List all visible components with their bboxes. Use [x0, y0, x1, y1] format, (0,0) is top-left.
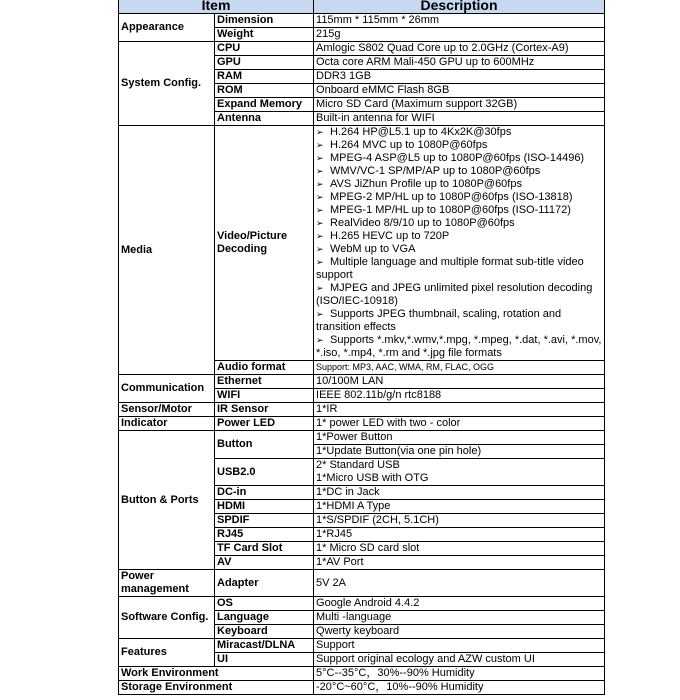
table-row: [119, 681, 605, 695]
category-communication: Communication: [119, 375, 215, 403]
label-spdif: SPDIF: [215, 514, 314, 528]
label-ir-sensor: IR Sensor: [215, 403, 314, 417]
value-hdmi: 1*HDMI A Type: [314, 500, 605, 514]
media-format-item: [316, 152, 602, 165]
value-keyboard: Qwerty keyboard: [314, 625, 605, 639]
table-row: [119, 667, 605, 681]
value-os: Google Android 4.4.2: [314, 597, 605, 611]
media-format-item: [316, 191, 602, 204]
category-power-line2: management: [121, 583, 189, 595]
category-button-ports: Button & Ports: [119, 431, 215, 570]
value-button-line1: 1*Power Button: [316, 431, 393, 443]
value-wifi: IEEE 802.11b/g/n rtc8188: [314, 389, 605, 403]
table-row: [119, 639, 605, 653]
label-dc-in: DC-in: [215, 486, 314, 500]
value-audio-format: Support: MP3, AAC, WMA, RM, FLAC, OGG: [314, 361, 605, 375]
value-cpu: Amlogic S802 Quad Core up to 2.0GHz (Cortex-A9): [314, 42, 605, 56]
label-os: OS: [215, 597, 314, 611]
category-media: Media: [119, 126, 215, 375]
label-tf-card-slot: TF Card Slot: [215, 542, 314, 556]
category-power-management: [119, 570, 215, 597]
media-format-text: RealVideo 8/9/10 up to 1080P@60fps: [330, 217, 515, 229]
value-button-line2: 1*Update Button(via one pin hole): [314, 444, 604, 458]
value-ir-sensor: 1*IR: [314, 403, 605, 417]
value-tf-card-slot: 1* Micro SD card slot: [314, 542, 605, 556]
label-rj45: RJ45: [215, 528, 314, 542]
media-format-item: [316, 139, 602, 152]
value-antenna: Built-in antenna for WIFI: [314, 112, 605, 126]
value-rom: Onboard eMMC Flash 8GB: [314, 84, 605, 98]
table-row: [119, 431, 605, 459]
label-language: Language: [215, 611, 314, 625]
value-dimension: 115mm * 115mm * 26mm: [314, 14, 605, 28]
table-row: [119, 417, 605, 431]
media-format-text: AVS JiZhun Profile up to 1080P@60fps: [330, 178, 522, 190]
table-row: [119, 375, 605, 389]
category-power-line1: Power: [121, 570, 155, 582]
media-format-text: Supports JPEG thumbnail, scaling, rotation and transition effects: [316, 308, 562, 333]
label-rom: ROM: [215, 84, 314, 98]
media-format-item: [316, 126, 602, 139]
arrow-bullet-icon: ➢: [316, 335, 324, 345]
label-video-decoding: [215, 126, 314, 361]
label-miracast: Miracast/DLNA: [215, 639, 314, 653]
label-dimension: Dimension: [215, 14, 314, 28]
label-audio-format: Audio format: [215, 361, 314, 375]
media-format-item: [316, 204, 602, 217]
value-language: Multi -language: [314, 611, 605, 625]
value-video-decoding: [314, 126, 605, 361]
label-cpu: CPU: [215, 42, 314, 56]
arrow-bullet-icon: ➢: [316, 283, 324, 293]
media-format-text: H.264 MVC up to 1080P@60fps: [330, 139, 488, 151]
arrow-bullet-icon: ➢: [316, 140, 324, 150]
arrow-bullet-icon: ➢: [316, 153, 324, 163]
category-software: Software Config.: [119, 597, 215, 639]
spec-table: [118, 0, 605, 695]
media-format-item: [316, 165, 602, 178]
media-format-item: [316, 178, 602, 191]
media-format-text: Multiple language and multiple format sub-title video support: [316, 256, 584, 281]
label-wifi: WIFI: [215, 389, 314, 403]
arrow-bullet-icon: ➢: [316, 205, 324, 215]
media-format-text: MPEG-4 ASP@L5 up to 1080P@60fps (ISO-14496): [330, 152, 585, 164]
header-description: Description: [314, 0, 605, 14]
value-miracast: Support: [314, 639, 605, 653]
category-storage-environment: Storage Environment: [119, 681, 314, 695]
table-row: [119, 597, 605, 611]
value-usb: [314, 459, 605, 486]
arrow-bullet-icon: ➢: [316, 192, 324, 202]
value-ethernet: 10/100M LAN: [314, 375, 605, 389]
value-work-environment: 5°C--35°C，30%--90% Humidity: [314, 667, 605, 681]
value-button: [314, 431, 605, 459]
label-keyboard: Keyboard: [215, 625, 314, 639]
label-gpu: GPU: [215, 56, 314, 70]
media-format-text: MPEG-2 MP/HL up to 1080P@60fps (ISO-13818): [330, 191, 573, 203]
value-rj45: 1*RJ45: [314, 528, 605, 542]
label-adapter: Adapter: [215, 570, 314, 597]
label-expand-memory: Expand Memory: [215, 98, 314, 112]
category-sensor: Sensor/Motor: [119, 403, 215, 417]
media-format-item: [316, 217, 602, 230]
label-weight: Weight: [215, 28, 314, 42]
table-row: [119, 14, 605, 28]
arrow-bullet-icon: ➢: [316, 257, 324, 267]
media-format-item: [316, 243, 602, 256]
value-weight: 215g: [314, 28, 605, 42]
label-ui: UI: [215, 653, 314, 667]
media-format-text: H.265 HEVC up to 720P: [330, 230, 450, 242]
arrow-bullet-icon: ➢: [316, 218, 324, 228]
table-row: [119, 126, 605, 361]
table-row: [119, 42, 605, 56]
label-power-led: Power LED: [215, 417, 314, 431]
value-adapter: 5V 2A: [314, 570, 605, 597]
value-power-led: 1* power LED with two - color: [314, 417, 605, 431]
label-video-decoding-line2: Decoding: [217, 243, 268, 255]
arrow-bullet-icon: ➢: [316, 231, 324, 241]
value-spdif: 1*S/SPDIF (2CH, 5.1CH): [314, 514, 605, 528]
category-system: System Config.: [119, 42, 215, 126]
media-format-text: Supports *.mkv,*.wmv,*.mpg, *.mpeg, *.dat, *.avi, *.mov, *.iso, *.mp4, *.rm and *.jpg file formats: [316, 334, 602, 359]
label-antenna: Antenna: [215, 112, 314, 126]
label-ethernet: Ethernet: [215, 375, 314, 389]
label-video-decoding-line1: Video/Picture: [217, 230, 288, 242]
value-expand-memory: Micro SD Card (Maximum support 32GB): [314, 98, 605, 112]
label-button: Button: [215, 431, 314, 459]
label-hdmi: HDMI: [215, 500, 314, 514]
value-usb-line2: 1*Micro USB with OTG: [316, 472, 429, 484]
value-usb-line1: 2* Standard USB: [316, 459, 400, 471]
media-format-item: [316, 334, 602, 360]
media-format-list: [316, 126, 602, 360]
arrow-bullet-icon: ➢: [316, 179, 324, 189]
value-ui: Support original ecology and AZW custom UI: [314, 653, 605, 667]
value-storage-environment: -20°C~60°C，10%--90% Humidity: [314, 681, 605, 695]
label-usb: USB2.0: [215, 459, 314, 486]
media-format-text: MPEG-1 MP/HL up to 1080P@60fps (ISO-11172): [330, 204, 571, 216]
media-format-text: WMV/VC-1 SP/MP/AP up to 1080P@60fps: [330, 165, 541, 177]
media-format-text: MJPEG and JPEG unlimited pixel resolution decoding (ISO/IEC-10918): [316, 282, 593, 307]
value-dc-in: 1*DC in Jack: [314, 486, 605, 500]
category-work-environment: Work Environment: [119, 667, 314, 681]
category-indicator: Indicator: [119, 417, 215, 431]
category-features: Features: [119, 639, 215, 667]
media-format-text: WebM up to VGA: [330, 243, 416, 255]
arrow-bullet-icon: ➢: [316, 166, 324, 176]
arrow-bullet-icon: ➢: [316, 309, 324, 319]
value-ram: DDR3 1GB: [314, 70, 605, 84]
media-format-item: [316, 308, 602, 334]
table-row: [119, 403, 605, 417]
media-format-item: [316, 282, 602, 308]
value-av: 1*AV Port: [314, 556, 605, 570]
header-item: Item: [119, 0, 314, 14]
table-header-row: [119, 0, 605, 14]
label-av: AV: [215, 556, 314, 570]
value-gpu: Octa core ARM Mali-450 GPU up to 600MHz: [314, 56, 605, 70]
media-format-item: [316, 256, 602, 282]
media-format-text: H.264 HP@L5.1 up to 4Kx2K@30fps: [330, 126, 512, 138]
arrow-bullet-icon: ➢: [316, 127, 324, 137]
label-ram: RAM: [215, 70, 314, 84]
table-row: [119, 570, 605, 597]
category-appearance: Appearance: [119, 14, 215, 42]
media-format-item: [316, 230, 602, 243]
arrow-bullet-icon: ➢: [316, 244, 324, 254]
